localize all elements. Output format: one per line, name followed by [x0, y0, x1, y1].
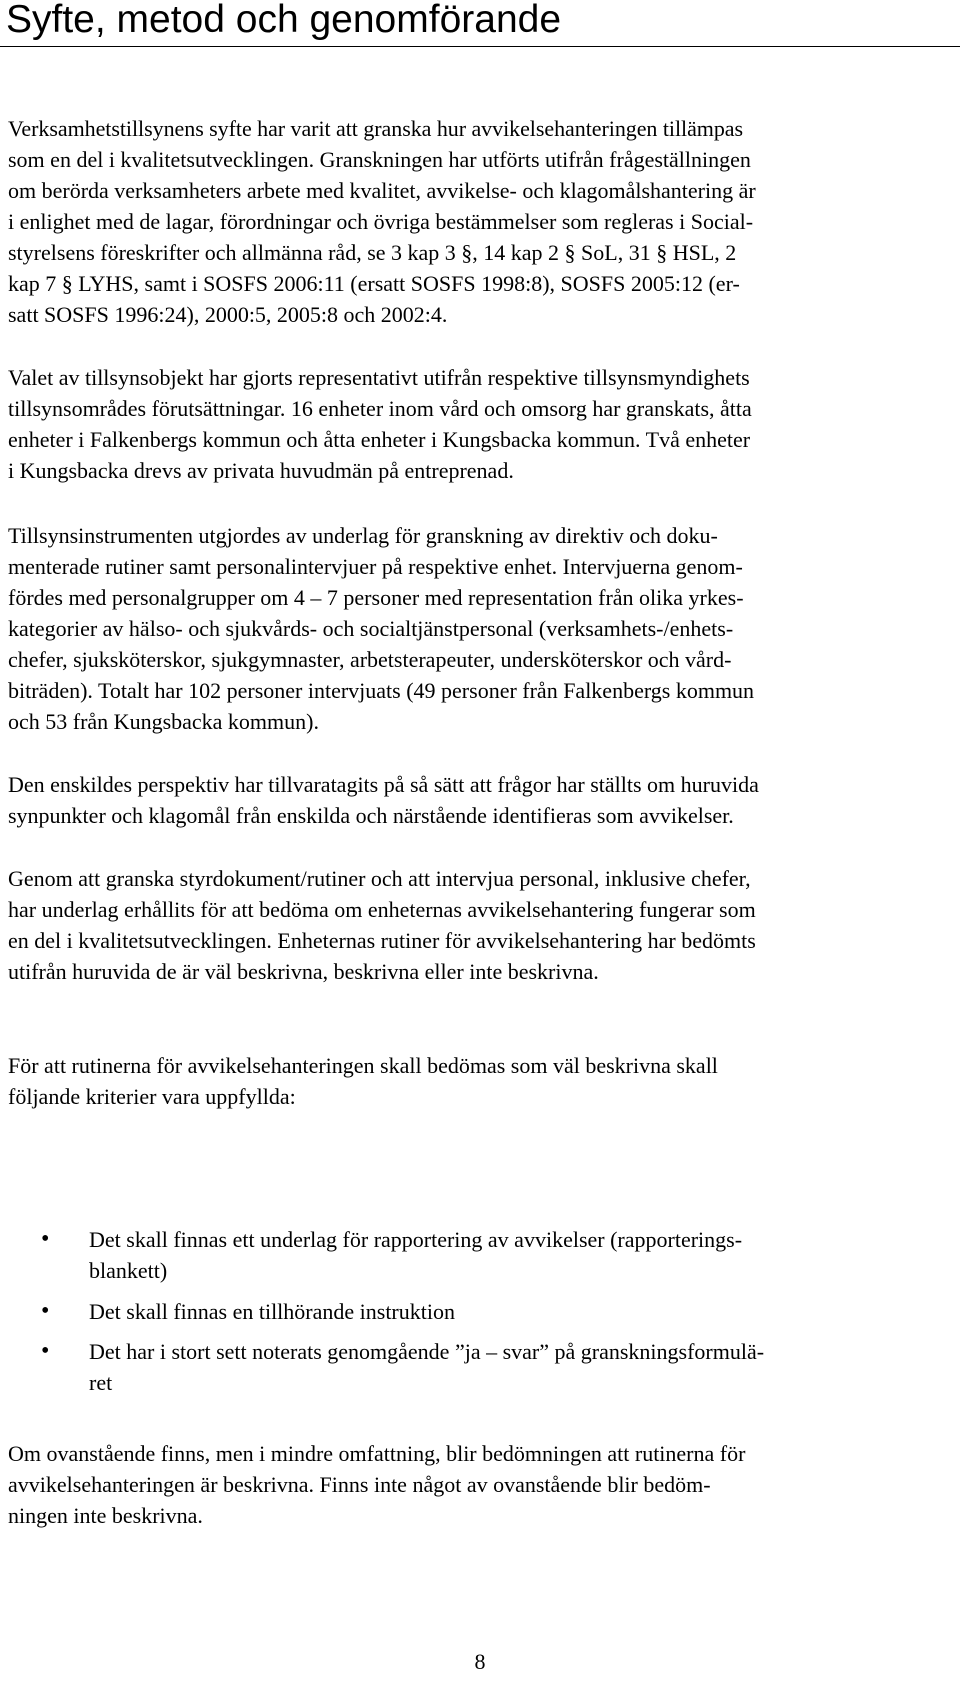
text-line: Det skall finnas en tillhörande instruktion: [89, 1299, 455, 1324]
bullet-icon: •: [41, 1226, 50, 1252]
text-line: satt SOSFS 1996:24), 2000:5, 2005:8 och 2002:4.: [8, 302, 448, 327]
text-line: enheter i Falkenbergs kommun och åtta enheter i Kungsbacka kommun. Två enheter: [8, 427, 751, 452]
paragraph-assessment: [8, 863, 952, 987]
text-line: För att rutinerna för avvikelsehanteringen skall bedömas som väl beskrivna skall: [8, 1053, 718, 1078]
text-line: ret: [89, 1370, 113, 1395]
text-line: Den enskildes perspektiv har tillvaratagits på så sätt att frågor har ställts om huruvida: [8, 772, 759, 797]
list-item-text: [89, 1296, 455, 1327]
paragraph-conclusion: [8, 1438, 952, 1531]
text-line: blankett): [89, 1258, 168, 1283]
text-line: synpunkter och klagomål från enskilda och närstående identifieras som avvikelser.: [8, 803, 734, 828]
paragraph-instruments: [8, 520, 952, 737]
text-line: Genom att granska styrdokument/rutiner och att intervjua personal, inklusive chefer,: [8, 866, 751, 891]
text-line: avvikelsehanteringen är beskrivna. Finns inte något av ovanstående blir bedöm-: [8, 1472, 711, 1497]
text-line: utifrån huruvida de är väl beskrivna, beskrivna eller inte beskrivna.: [8, 959, 599, 984]
page-number: 8: [474, 1649, 486, 1674]
paragraph-selection: [8, 362, 952, 486]
text-line: har underlag erhållits för att bedöma om enheternas avvikelsehantering fungerar som: [8, 897, 756, 922]
text-line: om berörda verksamheters arbete med kvalitet, avvikelse- och klagomålshantering är: [8, 178, 756, 203]
paragraph-criteria-intro: [8, 1050, 952, 1112]
text-line: Det skall finnas ett underlag för rapportering av avvikelser (rapporterings-: [89, 1227, 743, 1252]
text-line: Valet av tillsynsobjekt har gjorts representativt utifrån respektive tillsynsmyndighets: [8, 365, 750, 390]
list-item-text: [89, 1336, 764, 1398]
text-line: och 53 från Kungsbacka kommun).: [8, 709, 319, 734]
paragraph-purpose: [8, 113, 952, 330]
text-line: Om ovanstående finns, men i mindre omfattning, blir bedömningen att rutinerna för: [8, 1441, 746, 1466]
bullet-icon: •: [41, 1338, 50, 1364]
text-line: följande kriterier vara uppfyllda:: [8, 1084, 296, 1109]
text-line: Verksamhetstillsynens syfte har varit att granska hur avvikelsehanteringen tillämpas: [8, 116, 744, 141]
text-line: i enlighet med de lagar, förordningar och övriga bestämmelser som regleras i Social-: [8, 209, 754, 234]
text-line: styrelsens föreskrifter och allmänna råd, se 3 kap 3 §, 14 kap 2 § SoL, 31 § HSL, 2: [8, 240, 737, 265]
page-title: Syfte, metod och genomförande: [6, 0, 562, 41]
text-line: en del i kvalitetsutvecklingen. Enheternas rutiner för avvikelsehantering har bedömts: [8, 928, 756, 953]
text-line: fördes med personalgrupper om 4 – 7 personer med representation från olika yrkes-: [8, 585, 744, 610]
text-line: menterade rutiner samt personalintervjuer på respektive enhet. Intervjuerna genom-: [8, 554, 743, 579]
text-line: ningen inte beskrivna.: [8, 1503, 203, 1528]
bullet-icon: •: [41, 1298, 50, 1324]
text-line: Det har i stort sett noterats genomgående ”ja – svar” på granskningsformulä-: [89, 1339, 765, 1364]
list-item-text: [89, 1224, 742, 1286]
text-line: kategorier av hälso- och sjukvårds- och socialtjänstpersonal (verksamhets-/enhets-: [8, 616, 734, 641]
text-line: Tillsynsinstrumenten utgjordes av underlag för granskning av direktiv och doku-: [8, 523, 718, 548]
title-underline: [0, 46, 960, 47]
text-line: tillsynsområdes förutsättningar. 16 enheter inom vård och omsorg har granskats, åtta: [8, 396, 752, 421]
text-line: i Kungsbacka drevs av privata huvudmän på entreprenad.: [8, 458, 514, 483]
text-line: kap 7 § LYHS, samt i SOSFS 2006:11 (ersatt SOSFS 1998:8), SOSFS 2005:12 (er-: [8, 271, 740, 296]
text-line: som en del i kvalitetsutvecklingen. Granskningen har utförts utifrån frågeställningen: [8, 147, 751, 172]
paragraph-perspective: [8, 769, 952, 831]
text-line: biträden). Totalt har 102 personer intervjuats (49 personer från Falkenbergs kommun: [8, 678, 755, 703]
text-line: chefer, sjuksköterskor, sjukgymnaster, arbetsterapeuter, undersköterskor och vård-: [8, 647, 732, 672]
